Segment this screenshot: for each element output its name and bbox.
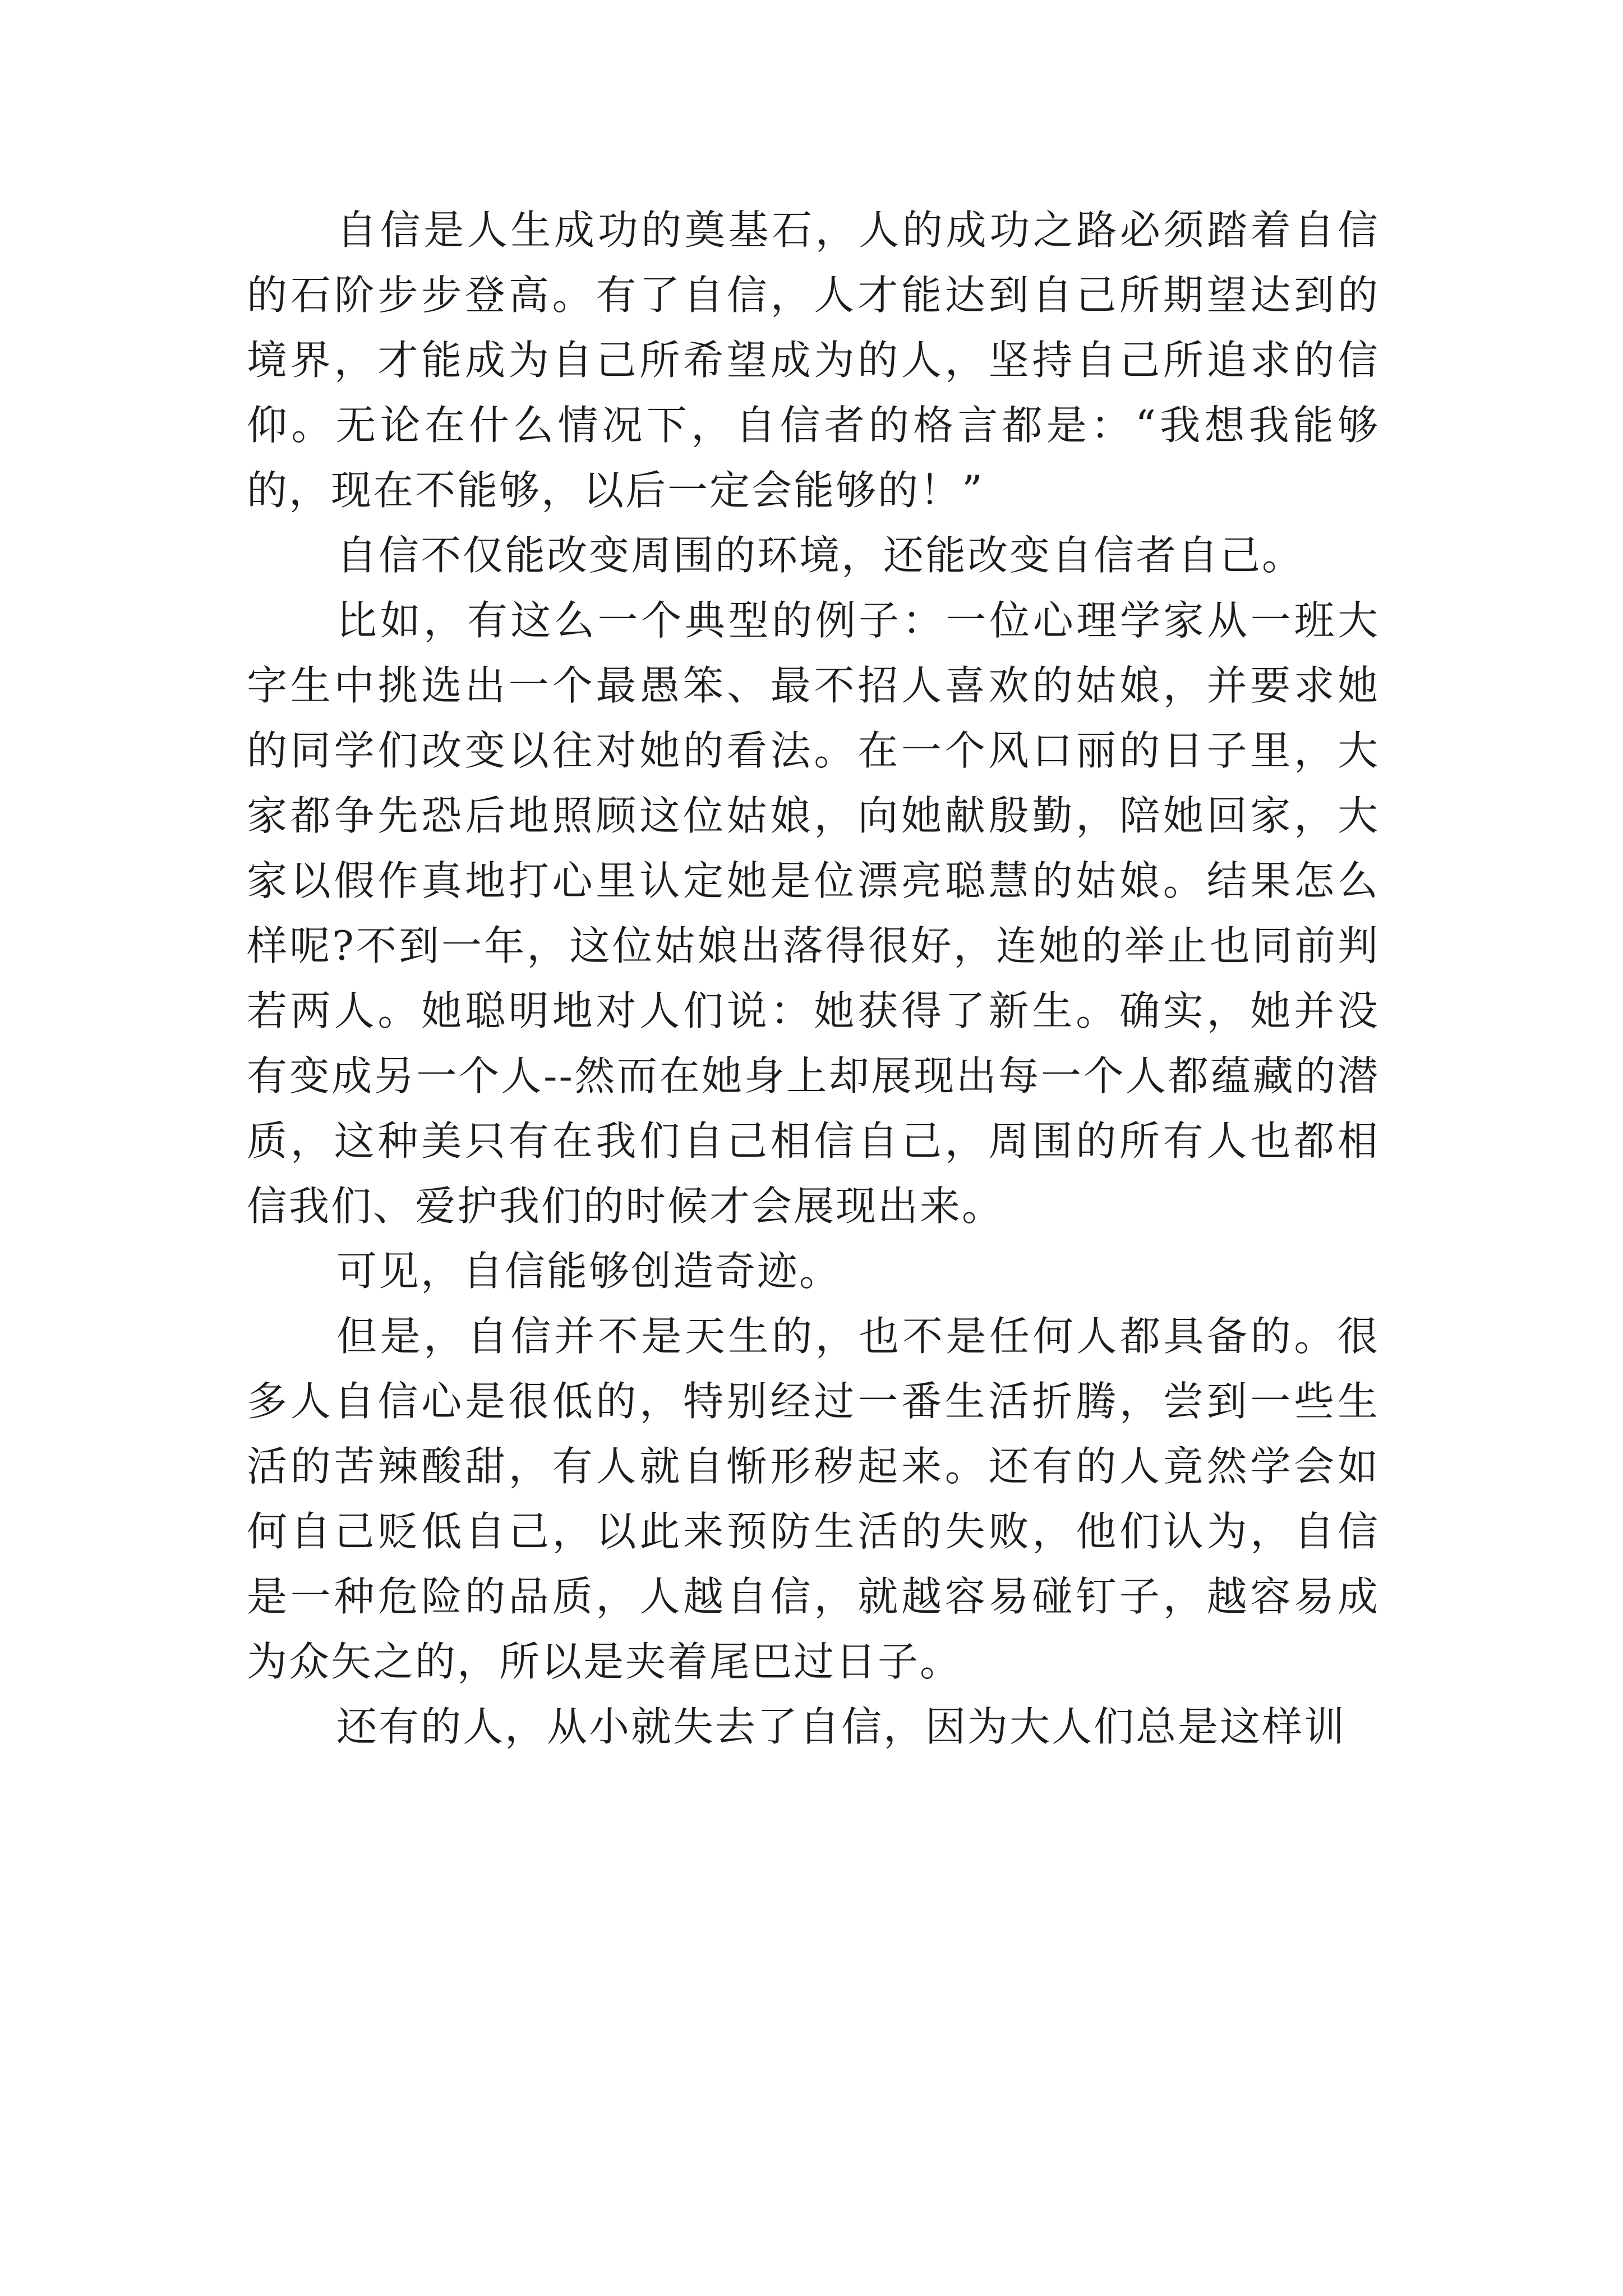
paragraph-4: 可见，自信能够创造奇迹。 xyxy=(336,1248,842,1295)
paragraph-2: 自信不仅能改变周围的环境，还能改变自信者自己。 xyxy=(336,532,1304,579)
document-body xyxy=(247,197,1380,1759)
paragraph-6: 还有的人，从小就失去了自信，因为大人们总是这样训 xyxy=(336,1703,1347,1750)
paragraph-1: 自信是人生成功的奠基石，人的成功之路必须踏着自信的石阶步步登高。有了自信，人才能达到自己所期望达到的境界，才能成为自己所希望成为的人，坚持自己所追求的信仰。无论在什么情况下，自信者的格言都是：“我想我能够的，现在不能够，以后一定会能够的！” xyxy=(247,206,1380,514)
paragraph-5: 但是，自信并不是天生的，也不是任何人都具备的。很多人自信心是很低的，特别经过一番生活折腾，尝到一些生活的苦辣酸甜，有人就自惭形秽起来。还有的人竟然学会如何自己贬低自己，以此来预防生活的失败，他们认为，自信是一种危险的品质，人越自信，就越容易碰钉子，越容易成为众矢之的，所以是夹着尾巴过日子。 xyxy=(247,1313,1380,1685)
paragraph-3: 比如，有这么一个典型的例子：一位心理学家从一班大字生中挑选出一个最愚笨、最不招人喜欢的姑娘，并要求她的同学们改变以往对她的看法。在一个风口丽的日子里，大家都争先恐后地照顾这位姑娘，向她献殷勤，陪她回家，大家以假作真地打心里认定她是位漂亮聪慧的姑娘。结果怎么样呢?不到一年，这位姑娘出落得很好，连她的举止也同前判若两人。她聪明地对人们说：她获得了新生。确实，她并没有变成另一个人--然而在她身上却展现出每一个人都蕴藏的潜质，这种美只有在我们自己相信自己，周围的所有人也都相信我们、爱护我们的时候才会展现出来。 xyxy=(247,597,1380,1230)
